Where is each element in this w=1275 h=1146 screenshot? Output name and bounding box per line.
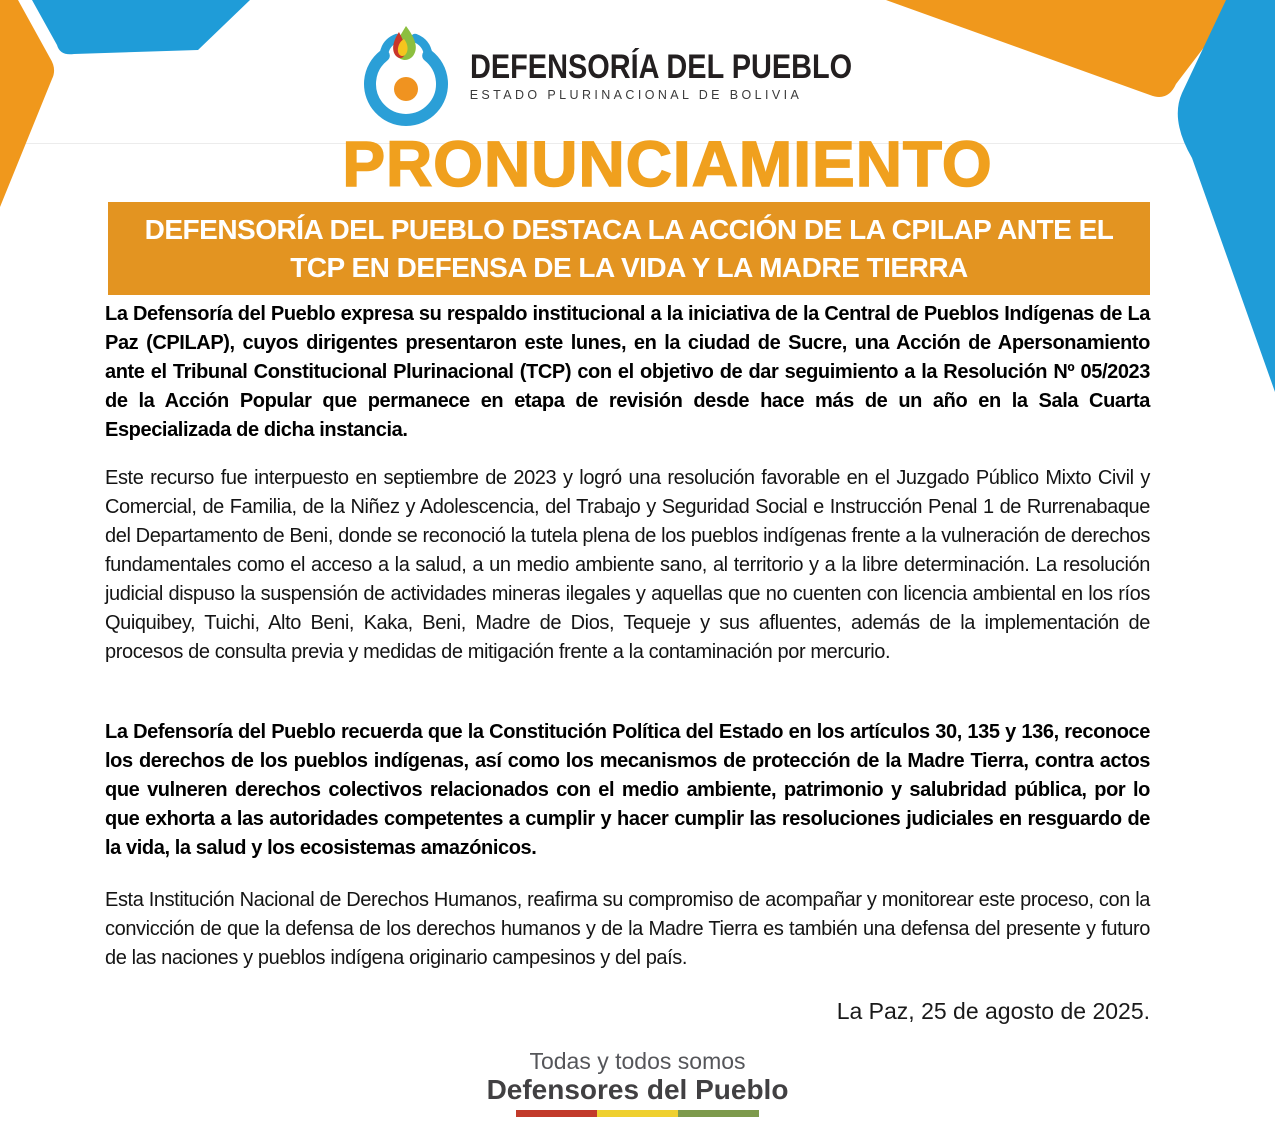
paragraph-2: Este recurso fue interpuesto en septiembre de 2023 y logró una resolución favorable en el Juzgado Público Mixto Civil y Comercial, de Familia, de la Niñez y Adolescencia, del Trabajo y Seguridad Social e Instrucción Penal 1 de Rurrenabaque del Departamento de Beni, donde se reconoció la tutela plena de los pueblos indígenas frente a la vulneración de derechos fundamentales como el acceso a la salud, a un medio ambiente sano, al territorio y a la libre determinación. La resolución judicial dispuso la suspensión de actividades mineras ilegales y aquellas que no cuenten con licencia ambiental en los ríos Quiquibey, Tuichi, Alto Beni, Kaka, Beni, Madre de Dios, Tequeje y sus afluentes, además de la implementación de procesos de consulta previa y medidas de mitigación frente a la contaminación por mercurio. [105, 467, 1150, 663]
footer-slogan-line-1: Todas y todos somos [529, 1048, 746, 1074]
flag-bar-green-segment [678, 1110, 759, 1117]
page-title: PRONUNCIAMIENTO [342, 128, 993, 200]
date-place-line: La Paz, 25 de agosto de 2025. [836, 998, 1150, 1024]
bolivia-flag-bar [516, 1110, 760, 1117]
logo-institution-subtitle: ESTADO PLURINACIONAL DE BOLIVIA [469, 88, 803, 103]
defensoria-logo-icon [356, 26, 456, 126]
logo-text-block [469, 47, 920, 103]
header-logo [0, 26, 1275, 126]
footer-slogan [0, 1048, 1275, 1117]
logo-institution-name: DEFENSORÍA DEL PUEBLO [469, 47, 852, 86]
flag-bar-yellow-segment [597, 1110, 678, 1117]
headline-line-1: DEFENSORÍA DEL PUEBLO DESTACA LA ACCIÓN DE LA CPILAP ANTE EL [144, 213, 1114, 245]
flag-bar-red-segment [516, 1110, 597, 1117]
paragraph-3: La Defensoría del Pueblo recuerda que la Constitución Política del Estado en los artículos 30, 135 y 136, reconoce los derechos de los pueblos indígenas, así como los mecanismos de protección de la Madre Tierra, contra actos que vulneren derechos colectivos relacionados con el medio ambiente, patrimonio y salubridad pública, por lo que exhorta a las autoridades competentes a cumplir y hacer cumplir las resoluciones judiciales en resguardo de la vida, la salud y los ecosistemas amazónicos. [105, 721, 1150, 859]
headline-line-2: TCP EN DEFENSA DE LA VIDA Y LA MADRE TIERRA [290, 251, 968, 283]
headline-banner [108, 202, 1150, 295]
paragraph-4: Esta Institución Nacional de Derechos Humanos, reafirma su compromiso de acompañar y monitorear este proceso, con la convicción de que la defensa de los derechos humanos y de la Madre Tierra es también una defensa del presente y futuro de las naciones y pueblos indígena originario campesinos y del país. [105, 889, 1150, 969]
paragraph-1: La Defensoría del Pueblo expresa su respaldo institucional a la iniciativa de la Central de Pueblos Indígenas de La Paz (CPILAP), cuyos dirigentes presentaron este lunes, en la ciudad de Sucre, una Acción de Apersonamiento ante el Tribunal Constitucional Plurinacional (TCP) con el objetivo de dar seguimiento a la Resolución Nº 05/2023 de la Acción Popular que permanece en etapa de revisión desde hace más de un año en la Sala Cuarta Especializada de dicha instancia. [105, 303, 1150, 441]
footer-slogan-line-2: Defensores del Pueblo [486, 1074, 789, 1105]
